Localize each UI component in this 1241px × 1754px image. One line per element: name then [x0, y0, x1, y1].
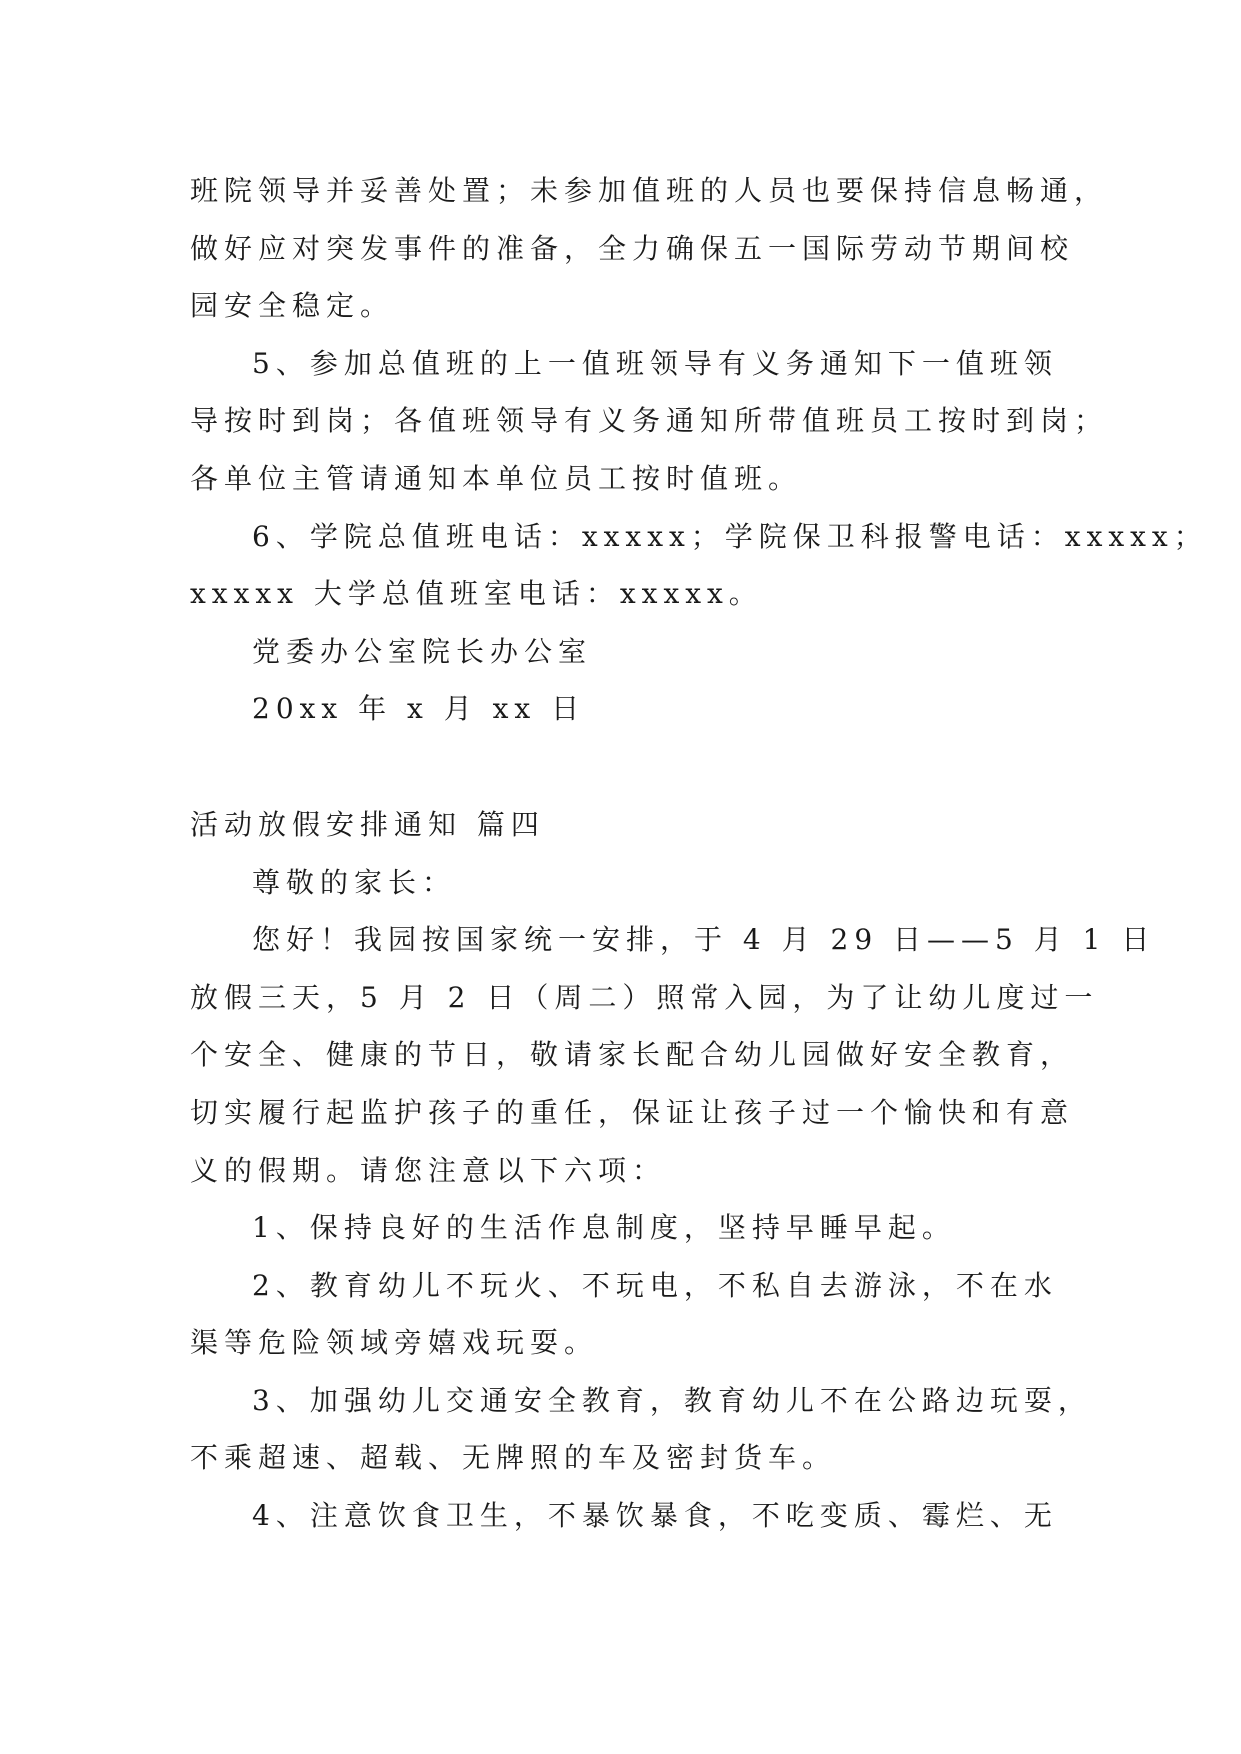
section-heading: 活动放假安排通知 篇四 [190, 807, 545, 841]
body-line: 不乘超速、超载、无牌照的车及密封货车。 [190, 1441, 837, 1475]
signature-date: 20xx 年 x 月 xx 日 [252, 692, 586, 726]
body-line: 切实履行起监护孩子的重任，保证让孩子过一个愉快和有意 [190, 1095, 1075, 1129]
blank-line [190, 738, 1090, 796]
list-item-1: 1、保持良好的生活作息制度，坚持早睡早起。 [252, 1211, 956, 1245]
list-item-4: 4、注意饮食卫生，不暴饮暴食，不吃变质、霉烂、无 [252, 1499, 1058, 1533]
signature-office: 党委办公室院长办公室 [252, 634, 593, 668]
body-line: 班院领导并妥善处置；未参加值班的人员也要保持信息畅通， [190, 174, 1109, 207]
list-item-3: 3、加强幼儿交通安全教育，教育幼儿不在公路边玩耍， [252, 1383, 1092, 1417]
body-line: 各单位主管请通知本单位员工按时值班。 [190, 461, 803, 495]
body-line: 放假三天，5 月 2 日（周二）照常入园，为了让幼儿度过一 [190, 980, 1099, 1014]
document-body [190, 162, 1208, 1545]
body-line: 渠等危险领域旁嬉戏玩耍。 [190, 1326, 599, 1360]
body-line: 园安全稳定。 [190, 289, 395, 323]
body-line: 做好应对突发事件的准备，全力确保五一国际劳动节期间校 [190, 231, 1075, 265]
list-item-2: 2、教育幼儿不玩火、不玩电，不私自去游泳，不在水 [252, 1268, 1058, 1302]
item-6-line: 6、学院总值班电话：xxxxx；学院保卫科报警电话：xxxxx； [252, 519, 1208, 553]
item-5-line: 5、参加总值班的上一值班领导有义务通知下一值班领 [252, 346, 1058, 380]
body-line: 义的假期。请您注意以下六项： [190, 1153, 667, 1187]
body-line: 您好！我园按国家统一安排，于 4 月 29 日——5 月 1 日 [252, 923, 1156, 957]
body-line: 个安全、健康的节日，敬请家长配合幼儿园做好安全教育， [190, 1038, 1075, 1072]
body-line: xxxxx 大学总值班室电话：xxxxx。 [190, 577, 763, 611]
body-line: 导按时到岗；各值班领导有义务通知所带值班员工按时到岗； [190, 404, 1109, 438]
salutation: 尊敬的家长： [252, 865, 457, 899]
